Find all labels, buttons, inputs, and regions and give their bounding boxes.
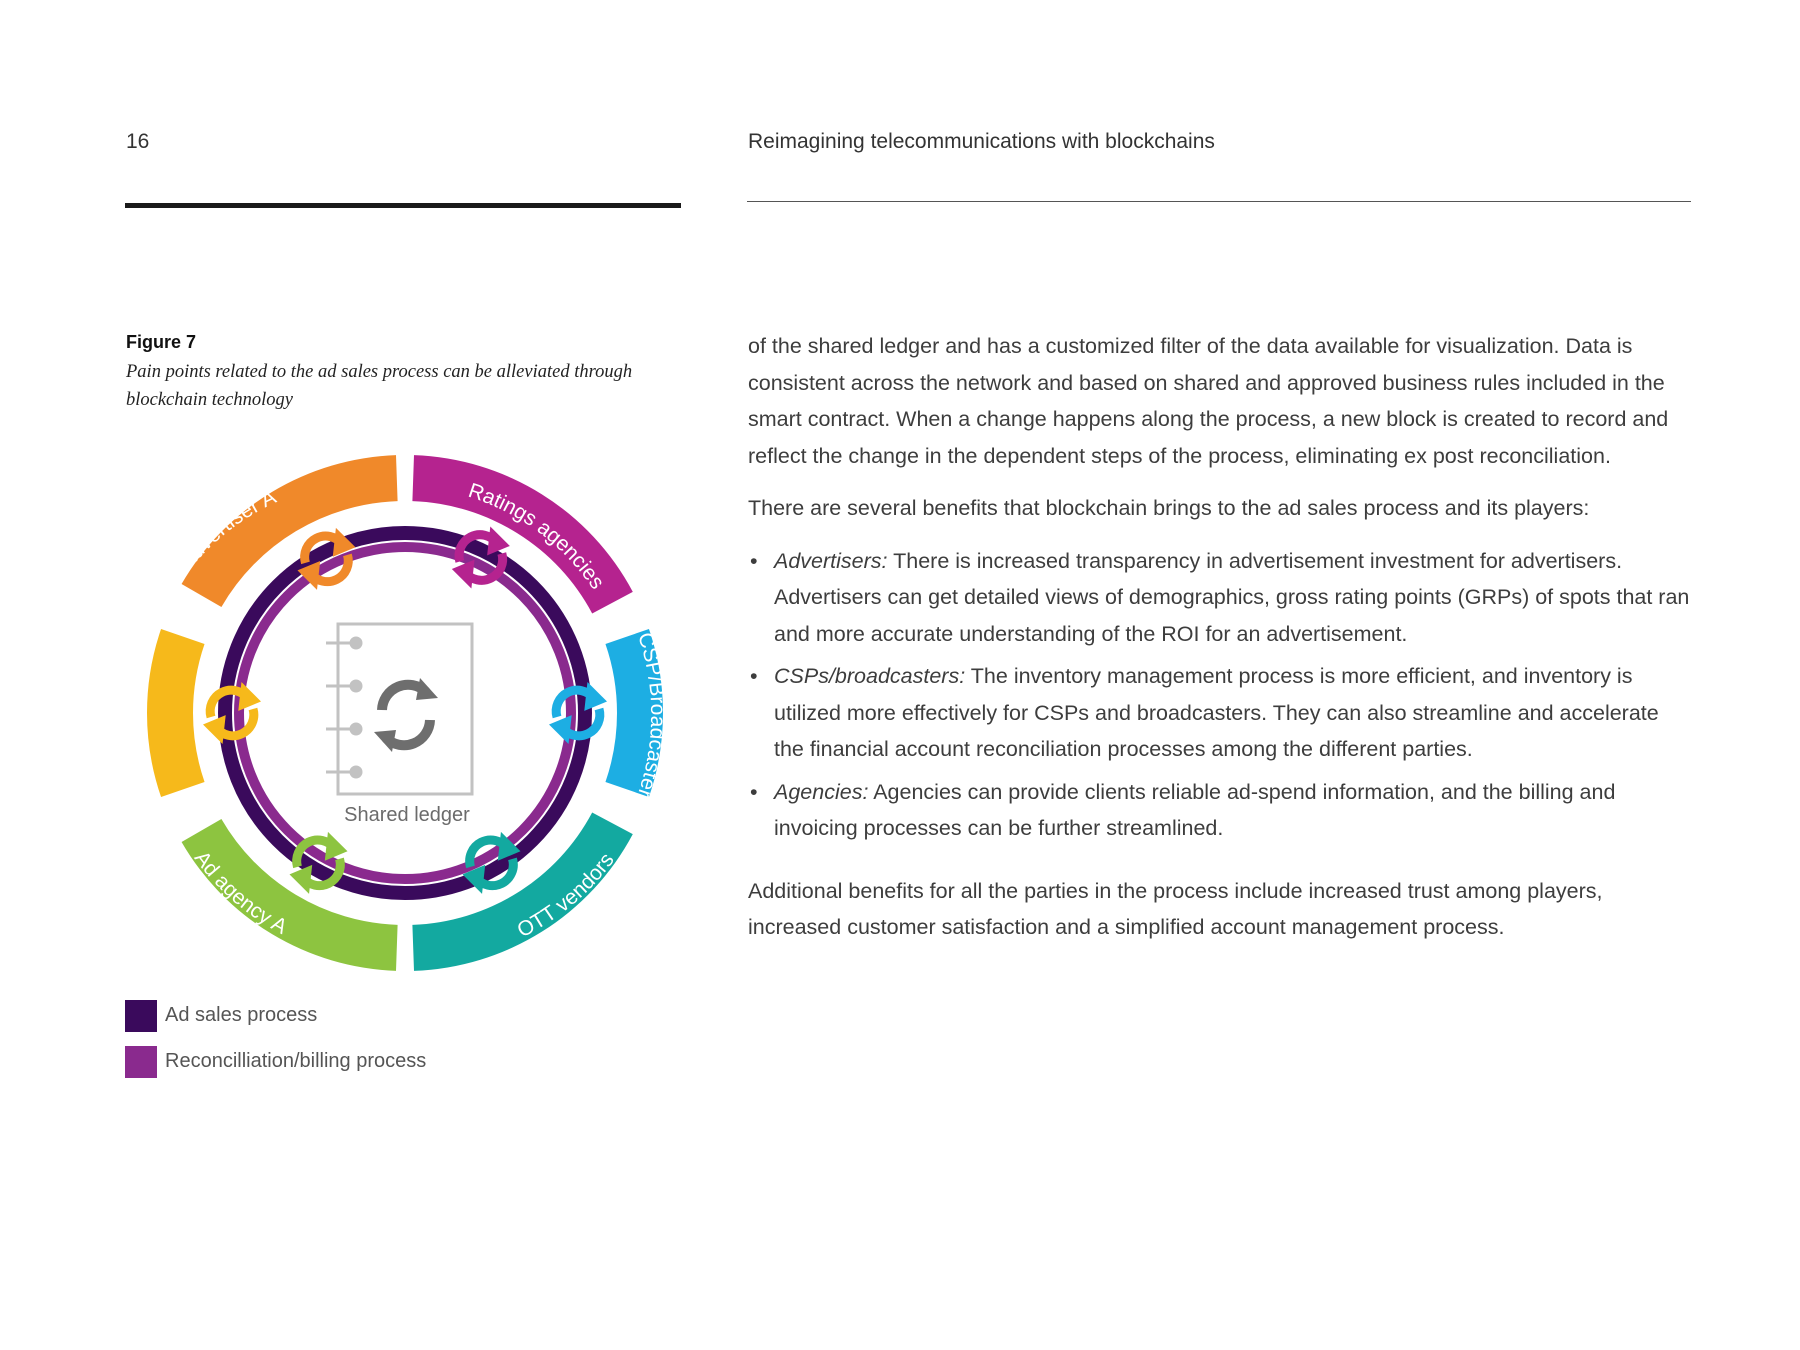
- legend-label-ad-sales: Ad sales process: [165, 1004, 318, 1026]
- paragraph-additional-benefits: Additional benefits for all the parties in the process include increased trust among players, increased customer satisfaction and a simplified account management process.: [748, 878, 1603, 939]
- header-rule-left: [125, 203, 681, 208]
- bullet-icon: •: [750, 664, 758, 688]
- segment-label-advertiser-a: Advertiser A: [175, 485, 280, 574]
- sync-icon-advertiser-b: [203, 682, 261, 744]
- bullet-term: CSPs/broadcasters:: [774, 664, 966, 688]
- figure-caption: Pain points related to the ad sales process can be alleviated through blockchain technology: [126, 362, 633, 410]
- bullet-text: Agencies can provide clients reliable ad-spend information, and the billing and invoicing processes can be further streamlined.: [774, 779, 1616, 840]
- paragraph-benefits-intro: There are several benefits that blockchain brings to the ad sales process and its players:: [748, 496, 1590, 520]
- benefits-list: [748, 543, 1693, 847]
- bullet-text: There is increased transparency in advertisement investment for advertisers. Advertisers can get detailed views of demographics, gross rating points (GRPs) of spots that ran and more accurate understanding of the ROI for an advertisement.: [774, 548, 1690, 646]
- header-rule-right: [747, 201, 1691, 202]
- bullet-term: Advertisers:: [774, 548, 888, 573]
- segment-label-advertiser-b: Advertiser B: [128, 653, 158, 774]
- segment-label-ad-agency-a: Ad agency A: [189, 846, 291, 939]
- list-item: [748, 774, 1693, 847]
- bullet-icon: •: [750, 548, 758, 573]
- segment-label-ott-vendors: OTT vendors: [513, 848, 619, 943]
- list-item: [748, 658, 1693, 768]
- bullet-icon: •: [750, 779, 758, 804]
- shared-ledger-icon: [326, 624, 472, 794]
- list-item: [748, 543, 1693, 653]
- ad-sales-diagram: [120, 430, 690, 1000]
- legend-swatch-reconciliation: [125, 1046, 157, 1078]
- body-text: [748, 328, 1693, 962]
- segment-label-csp-broadcaster: CSP/Broadcaster: [632, 629, 670, 801]
- page-number: 16: [126, 130, 150, 153]
- bullet-text: The inventory management process is more efficient, and inventory is utilized more effectively for CSPs and broadcasters. They can also streamline and accelerate the financial account reconciliation processes among the different parties.: [774, 664, 1659, 761]
- shared-ledger-label: Shared ledger: [344, 804, 470, 826]
- sync-icon-csp-broadcaster: [549, 682, 607, 744]
- bullet-term: Agencies:: [774, 779, 869, 804]
- legend-swatch-ad-sales: [125, 1000, 157, 1032]
- segment-label-ratings-agencies: Ratings agencies: [465, 479, 609, 594]
- figure-label: Figure 7: [126, 332, 197, 352]
- legend-label-reconciliation: Reconcilliation/billing process: [165, 1050, 427, 1072]
- segment-advertiser-b: [147, 629, 205, 797]
- running-title: Reimagining telecommunications with blockchains: [748, 130, 1215, 153]
- paragraph-shared-ledger: of the shared ledger and has a customized filter of the data available for visualization. Data is consistent across the network and based on shared and approved business rules included in the smart contract. When a change happens along the process, a new block is created to record and reflect the change in the dependent steps of the process, eliminating ex post reconciliation.: [748, 334, 1669, 468]
